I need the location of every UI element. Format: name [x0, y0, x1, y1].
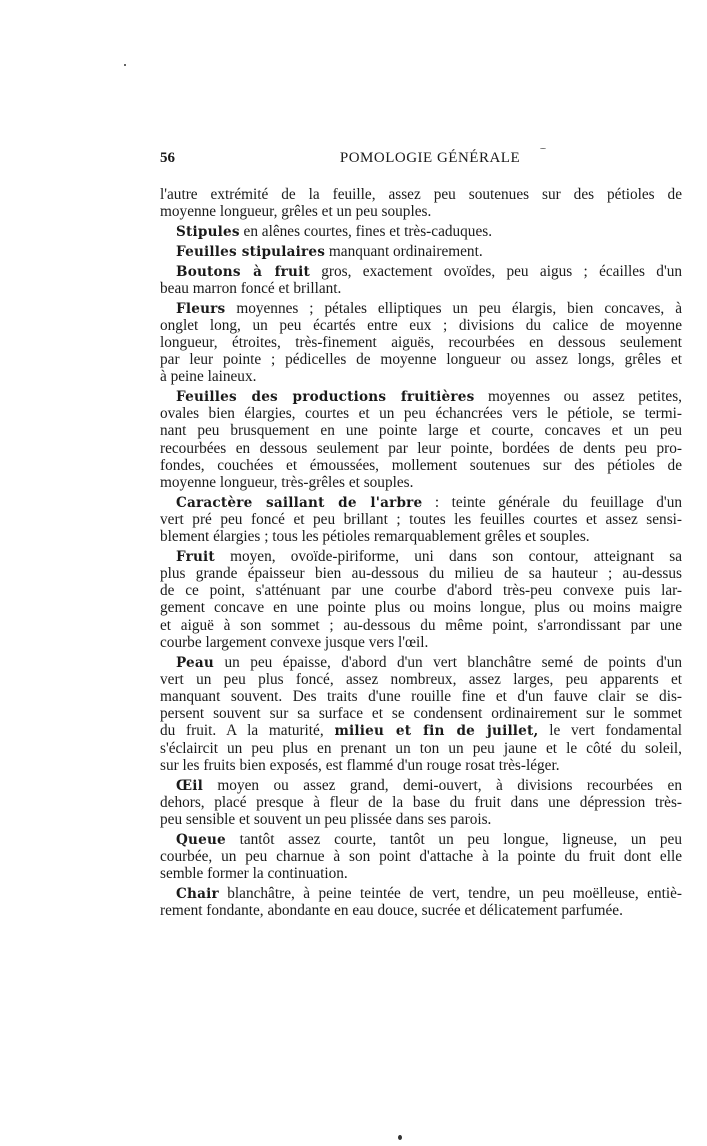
- text-run: gros, exactement ovoïdes, peu aigus ; écailles d'un: [309, 262, 682, 280]
- paragraph: [160, 186, 682, 220]
- text-line: [160, 848, 682, 865]
- text-line: [160, 474, 682, 491]
- text-line: [160, 617, 682, 634]
- text-run: s'éclaircit un peu plus en prenant un ton un peu jaune et le côté du soleil,: [160, 739, 682, 757]
- text-line: [160, 671, 682, 688]
- paragraph: [160, 548, 682, 651]
- paragraph: [160, 388, 682, 491]
- scan-speck: [124, 64, 126, 66]
- text-run: courbée, un peu charnue à son point d'attache à la pointe du fruit dont elle: [160, 847, 682, 865]
- text-run: un peu épaisse, d'abord d'un vert blanchâtre semé de points d'un: [214, 653, 682, 671]
- text-line: [160, 634, 682, 651]
- bold-term: Stipules: [176, 223, 240, 240]
- text-line: [160, 440, 682, 457]
- body-text: [160, 186, 682, 922]
- text-run: à peine laineux.: [160, 368, 257, 386]
- text-run: recourbées en dessous seulement par leur pointe, bordées de dents peu pro-: [160, 439, 682, 457]
- text-run: nant peu brusquement en une pointe large et courte, concaves et un peu: [160, 422, 682, 440]
- text-run: manquant ordinairement.: [325, 242, 483, 260]
- text-line: [160, 351, 682, 368]
- text-run: par leur pointe ; pédicelles de moyenne longueur ou assez longs, grêles et: [160, 351, 682, 369]
- scan-speck: [540, 148, 546, 149]
- text-run: blanchâtre, à peine teintée de vert, tendre, un peu moëlleuse, entiè-: [218, 884, 682, 902]
- text-line: [160, 263, 682, 280]
- text-line: [160, 280, 682, 297]
- text-run: dehors, placé presque à fleur de la base du fruit dans une dépression très-: [160, 793, 682, 811]
- text-run: peu sensible et souvent un peu plissée dans ses parois.: [160, 810, 492, 828]
- text-line: [160, 688, 682, 705]
- text-run: onglet long, un peu écartés entre eux ; divisions du calice de moyenne: [160, 316, 682, 334]
- text-run: sur les fruits bien exposés, est flammé d'un rouge rosat très-léger.: [160, 756, 560, 774]
- bold-term: Œil: [176, 777, 203, 794]
- text-line: [160, 599, 682, 616]
- text-run: courbe largement convexe jusque vers l'œil.: [160, 633, 429, 651]
- text-line: [160, 223, 682, 240]
- text-run: de ce point, s'atténuant par une courbe d'abord très-peu convexe puis lar-: [160, 582, 682, 600]
- text-run: vert pré peu foncé et peu brillant ; toutes les feuilles courtes et assez sensi-: [160, 510, 682, 528]
- text-run: plus grande épaisseur bien au-dessous du milieu de sa hauteur ; au-dessus: [160, 565, 682, 583]
- text-run: manquant souvent. Des traits d'une rouille fine et d'un fauve clair se dis-: [160, 688, 682, 705]
- paragraph: [160, 243, 682, 260]
- text-run: l'autre extrémité de la feuille, assez peu soutenues sur des pétioles de: [160, 186, 682, 203]
- text-line: [160, 705, 682, 722]
- text-line: [160, 317, 682, 334]
- text-run: persent souvent sur sa surface et se condensent ordinairement sur le sommet: [160, 705, 682, 723]
- text-run: fondes, couchées et émoussées, mollement soutenues sur des pétioles de: [160, 456, 682, 474]
- text-line: [160, 422, 682, 439]
- bold-term: Fleurs: [176, 300, 226, 317]
- text-line: [160, 722, 682, 739]
- paragraph: [160, 263, 682, 297]
- text-line: [160, 565, 682, 582]
- text-line: [160, 405, 682, 422]
- text-line: [160, 777, 682, 794]
- paragraph: [160, 885, 682, 919]
- paragraph: [160, 300, 682, 386]
- bold-term: Boutons à fruit: [176, 263, 310, 280]
- text-run: moyenne longueur, grêles et un peu souples.: [160, 203, 432, 221]
- bold-term: Caractère saillant de l'arbre: [176, 494, 423, 511]
- text-run: rement fondante, abondante en eau douce, sucrée et délicatement parfumée.: [160, 902, 623, 920]
- text-line: [160, 457, 682, 474]
- text-run: gement concave en une pointe plus ou moins longue, plus ou moins maigre: [160, 599, 682, 617]
- text-run: beau marron foncé et brillant.: [160, 279, 342, 297]
- text-run: moyennes ; pétales elliptiques un peu élargis, bien concaves, à: [225, 299, 682, 317]
- text-run: du fruit. A la maturité,: [160, 722, 335, 740]
- paragraph: [160, 654, 682, 774]
- text-line: [160, 528, 682, 545]
- text-line: [160, 243, 682, 260]
- text-run: ovales bien élargies, courtes et un peu échancrées vers le pétiole, se termi-: [160, 405, 682, 423]
- text-run: le vert fondamental: [538, 722, 682, 740]
- text-line: [160, 548, 682, 565]
- text-run: tantôt assez courte, tantôt un peu longue, ligneuse, un peu: [225, 830, 682, 848]
- text-run: moyennes ou assez petites,: [474, 388, 682, 406]
- text-run: longueur, étroites, très-finement aiguës, recourbées en dessous seulement: [160, 333, 682, 351]
- bold-term: Queue: [176, 831, 226, 848]
- scan-speck: [398, 1135, 402, 1140]
- paragraph: [160, 777, 682, 829]
- text-line: [160, 831, 682, 848]
- text-line: [160, 654, 682, 671]
- text-line: [160, 368, 682, 385]
- text-line: [160, 511, 682, 528]
- text-run: semble former la continuation.: [160, 865, 348, 883]
- text-line: [160, 902, 682, 919]
- bold-term: Fruit: [176, 548, 215, 565]
- text-line: [160, 757, 682, 774]
- bold-term: Feuilles stipulaires: [176, 243, 326, 260]
- bold-term: Chair: [176, 885, 219, 902]
- text-line: [160, 334, 682, 351]
- text-run: moyen ou assez grand, demi-ouvert, à divisions recourbées en: [202, 776, 682, 794]
- paragraph: [160, 223, 682, 240]
- text-line: [160, 811, 682, 828]
- text-run: vert un peu plus foncé, assez nombreux, assez larges, peu apparents et: [160, 670, 682, 688]
- text-line: [160, 203, 682, 220]
- text-run: et aiguë à son sommet ; au-dessous du même point, s'arrondissant par une: [160, 616, 682, 634]
- text-line: [160, 582, 682, 599]
- paragraph: [160, 831, 682, 883]
- text-run: moyenne longueur, très-grêles et souples.: [160, 473, 414, 491]
- bold-term: Peau: [176, 654, 214, 671]
- text-line: [160, 794, 682, 811]
- bold-term: Feuilles des productions fruitières: [176, 389, 475, 406]
- text-line: [160, 865, 682, 882]
- text-line: [160, 388, 682, 405]
- text-line: [160, 300, 682, 317]
- bold-term: milieu et fin de juillet,: [334, 723, 539, 740]
- paragraph: [160, 494, 682, 546]
- text-run: moyen, ovoïde-piriforme, uni dans son contour, atteignant sa: [214, 547, 682, 565]
- text-line: [160, 494, 682, 511]
- text-line: [160, 740, 682, 757]
- text-run: : teinte générale du feuillage d'un: [422, 493, 682, 511]
- running-title: POMOLOGIE GÉNÉRALE: [339, 150, 521, 166]
- text-run: en alênes courtes, fines et très-caduques.: [239, 222, 493, 240]
- page-number: 56: [160, 150, 175, 166]
- text-run: blement élargies ; tous les pétioles remarquablement grêles et souples.: [160, 528, 590, 546]
- text-line: [160, 885, 682, 902]
- text-line: [160, 186, 682, 203]
